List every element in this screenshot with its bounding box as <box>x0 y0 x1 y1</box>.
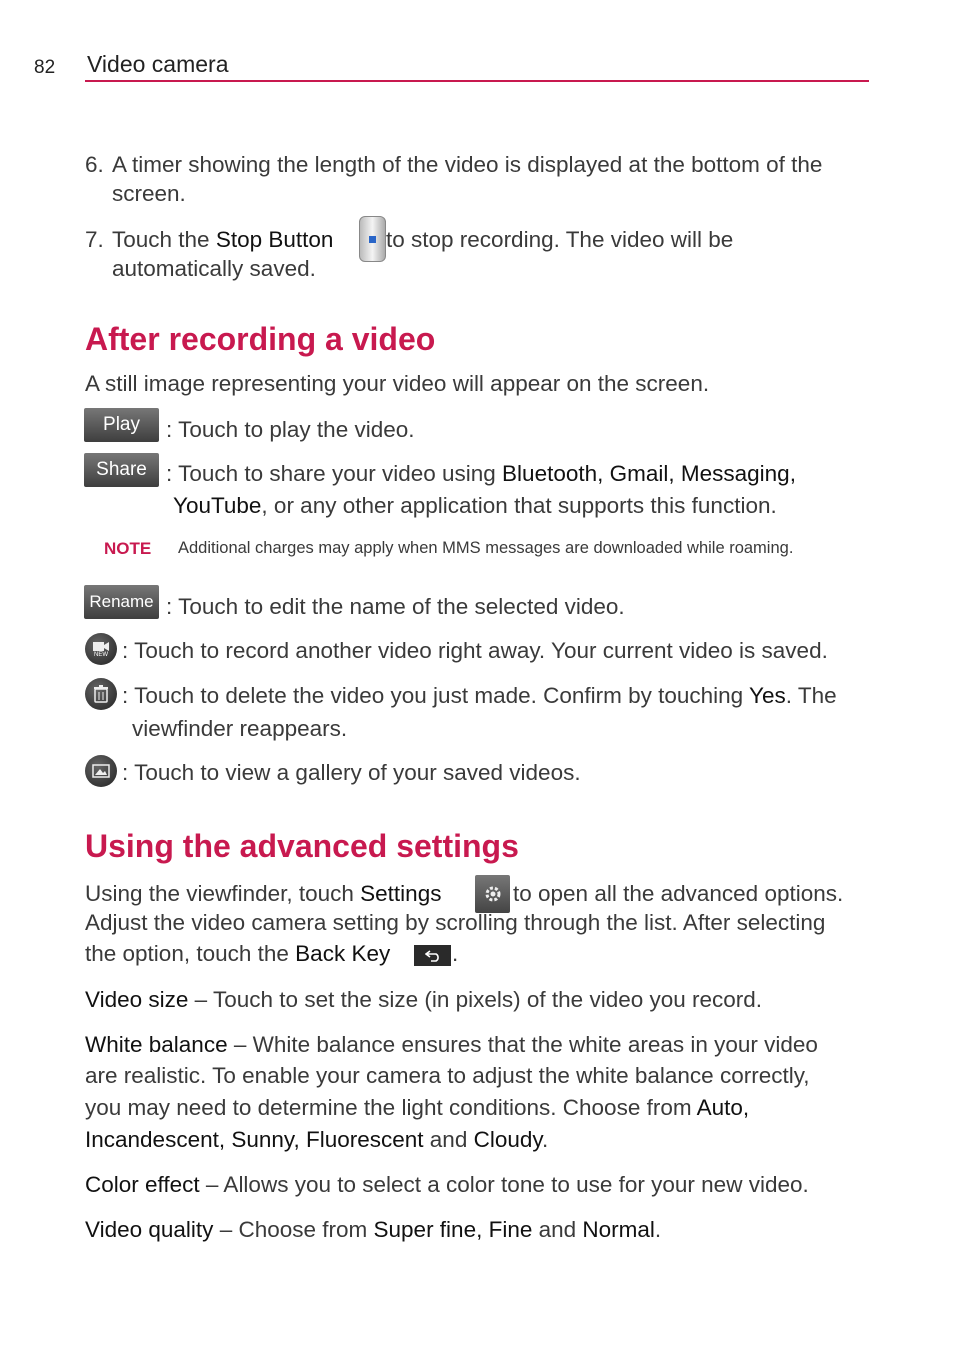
header-rule <box>85 80 869 82</box>
step-7-line2: automatically saved. <box>112 256 316 281</box>
page-number: 82 <box>34 57 56 78</box>
new-video-desc: : Touch to record another video right away. Your current video is saved. <box>122 638 828 663</box>
white-balance-line2: are realistic. To enable your camera to adjust the white balance correctly, <box>85 1063 810 1088</box>
play-desc: : Touch to play the video. <box>166 417 415 442</box>
advanced-p1-line3: the option, touch the Back Key <box>85 941 391 966</box>
step-7-line1-end: to stop recording. The video will be <box>386 227 734 252</box>
play-button-icon: Play <box>84 408 159 442</box>
trash-icon <box>85 678 117 710</box>
rename-desc: : Touch to edit the name of the selected video. <box>166 594 625 619</box>
color-effect-para: Color effect – Allows you to select a color tone to use for your new video. <box>85 1172 809 1197</box>
white-balance-line3: you may need to determine the light conditions. Choose from Auto, <box>85 1095 750 1120</box>
note-label: NOTE <box>104 539 152 558</box>
white-balance-line1: White balance – White balance ensures that the white areas in your video <box>85 1032 818 1057</box>
back-key-icon <box>414 945 451 966</box>
share-button-icon: Share <box>84 453 159 487</box>
step-7-number: 7. <box>85 227 104 252</box>
after-recording-heading: After recording a video <box>85 321 436 357</box>
stop-button-icon <box>359 216 386 262</box>
gallery-icon <box>85 755 117 787</box>
gallery-desc: : Touch to view a gallery of your saved videos. <box>122 760 581 785</box>
advanced-p1-line3-end: . <box>452 941 459 966</box>
video-quality-para: Video quality – Choose from Super fine, Fine and Normal. <box>85 1217 662 1242</box>
step-6-line1: A timer showing the length of the video is displayed at the bottom of the <box>112 152 823 177</box>
delete-desc-line1: : Touch to delete the video you just made. Confirm by touching Yes. The <box>122 683 837 708</box>
share-desc-line2: YouTube, or any other application that supports this function. <box>173 493 777 518</box>
new-video-icon: NEW <box>85 633 117 665</box>
step-6-number: 6. <box>85 152 104 177</box>
section-title: Video camera <box>87 51 229 77</box>
after-intro: A still image representing your video will appear on the screen. <box>85 371 710 396</box>
video-size-para: Video size – Touch to set the size (in pixels) of the video you record. <box>85 987 763 1012</box>
step-6-line2: screen. <box>112 181 186 206</box>
step-7-line1: Touch the Stop Button <box>112 227 334 252</box>
delete-desc-line2: viewfinder reappears. <box>132 716 348 741</box>
advanced-p1-line1-end: to open all the advanced options. <box>513 881 844 906</box>
advanced-settings-heading: Using the advanced settings <box>85 828 519 864</box>
white-balance-line4: Incandescent, Sunny, Fluorescent and Cloudy. <box>85 1127 549 1152</box>
share-desc-line1: : Touch to share your video using Bluetooth, Gmail, Messaging, <box>166 461 796 486</box>
note-text: Additional charges may apply when MMS messages are downloaded while roaming. <box>178 539 794 557</box>
advanced-p1-line2: Adjust the video camera setting by scrolling through the list. After selecting <box>85 910 826 935</box>
advanced-p1-line1: Using the viewfinder, touch Settings <box>85 881 442 906</box>
rename-button-icon: Rename <box>84 585 159 619</box>
